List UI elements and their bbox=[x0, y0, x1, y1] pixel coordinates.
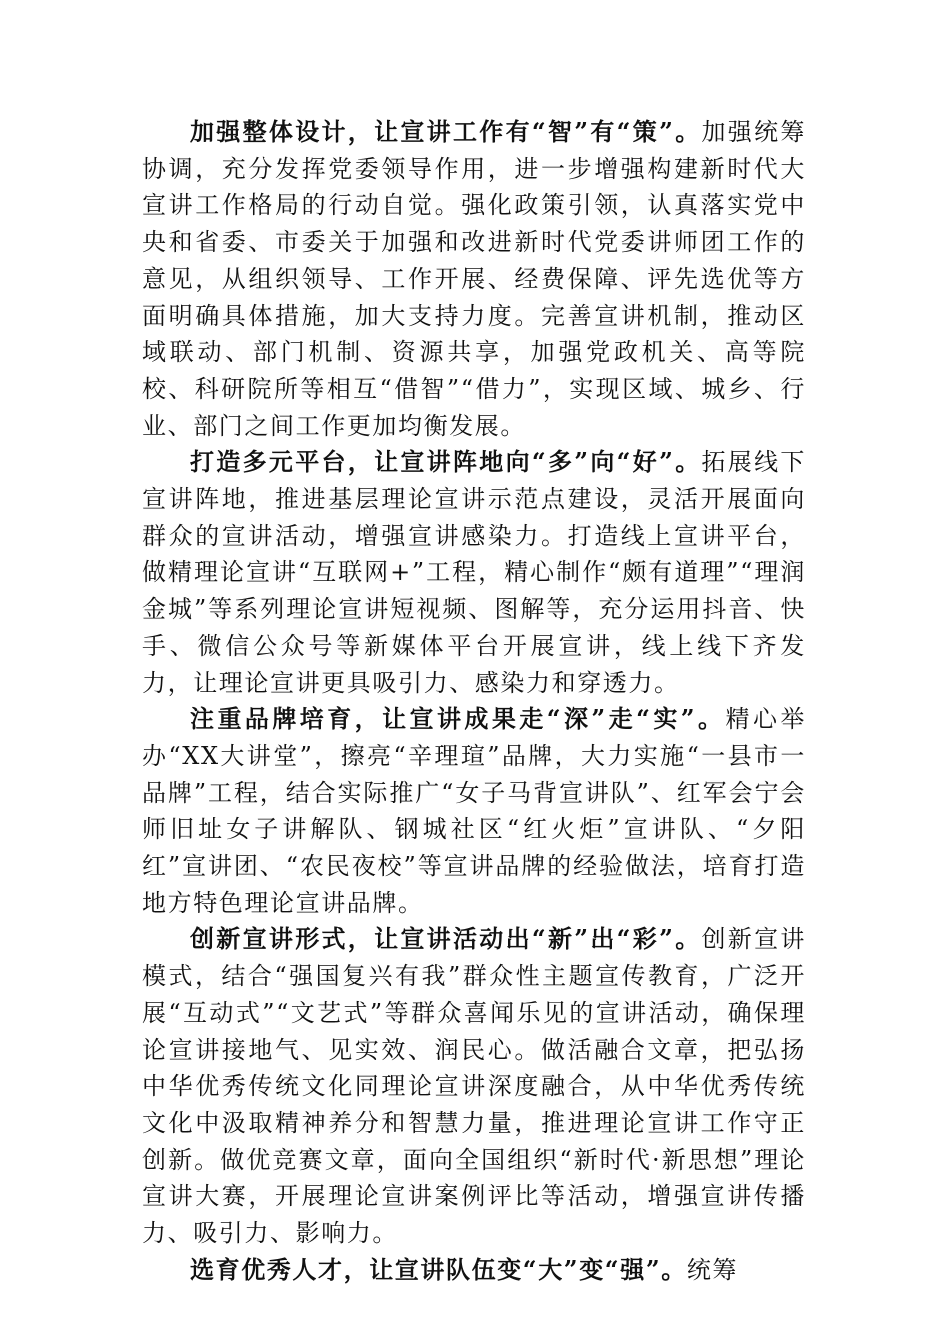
paragraph-talent-selection bbox=[142, 1252, 806, 1289]
document-page bbox=[142, 114, 806, 1289]
paragraph-heading: 选育优秀人才，让宣讲队伍变“大”变“强”。 bbox=[190, 1254, 687, 1284]
paragraph-body: 统筹 bbox=[686, 1255, 739, 1284]
paragraph-body: 加强统筹协调，充分发挥党委领导作用，进一步增强构建新时代大宣讲工作格局的行动自觉。强化政策引领，认真落实党中央和省委、市委关于加强和改进新时代党委讲师团工作的意见，从组织领导、工作开展、经费保障、评先选优等方面明确具体措施，加大支持力度。完善宣讲机制，推动区域联动、部门机制、资源共享，加强党政机关、高等院校、科研院所等相互“借智”“借力”，实现区域、城乡、行业、部门之间工作更加均衡发展。 bbox=[142, 118, 806, 440]
paragraph-body: 精心举办“XX大讲堂”，擦亮“辛理瑄”品牌，大力实施“一县市一品牌”工程，结合实际推广“女子马背宣讲队”、红军会宁会师旧址女子讲解队、钢城社区“红火炬”宣讲队、“夕阳红”宣讲团、“农民夜校”等宣讲品牌的经验做法，培育打造地方特色理论宣讲品牌。 bbox=[142, 705, 806, 917]
paragraph-innovative-forms bbox=[142, 921, 806, 1251]
paragraph-body: 拓展线下宣讲阵地，推进基层理论宣讲示范点建设，灵活开展面向群众的宣讲活动，增强宣讲感染力。打造线上宣讲平台，做精理论宣讲“互联网+”工程，精心制作“颇有道理”“理润金城”等系列理论宣讲短视频、图解等，充分运用抖音、快手、微信公众号等新媒体平台开展宣讲，线上线下齐发力，让理论宣讲更具吸引力、感染力和穿透力。 bbox=[142, 448, 806, 697]
paragraph-heading: 注重品牌培育，让宣讲成果走“深”走“实”。 bbox=[190, 704, 726, 734]
paragraph-brand-cultivation bbox=[142, 701, 806, 921]
paragraph-heading: 加强整体设计，让宣讲工作有“智”有“策”。 bbox=[190, 117, 702, 146]
paragraph-diverse-platforms bbox=[142, 444, 806, 701]
paragraph-body: 创新宣讲模式，结合“强国复兴有我”群众性主题宣传教育，广泛开展“互动式”“文艺式”等群众喜闻乐见的宣讲活动，确保理论宣讲接地气、见实效、润民心。做活融合文章，把弘扬中华优秀传统文化同理论宣讲深度融合，从中华优秀传统文化中汲取精神养分和智慧力量，推进理论宣讲工作守正创新。做优竞赛文章，面向全国组织“新时代·新思想”理论宣讲大赛，开展理论宣讲案例评比等活动，增强宣讲传播力、吸引力、影响力。 bbox=[142, 925, 806, 1248]
paragraph-heading: 创新宣讲形式，让宣讲活动出“新”出“彩”。 bbox=[190, 924, 702, 954]
paragraph-heading: 打造多元平台，让宣讲阵地向“多”向“好”。 bbox=[190, 447, 702, 477]
paragraph-overall-design bbox=[142, 114, 806, 444]
